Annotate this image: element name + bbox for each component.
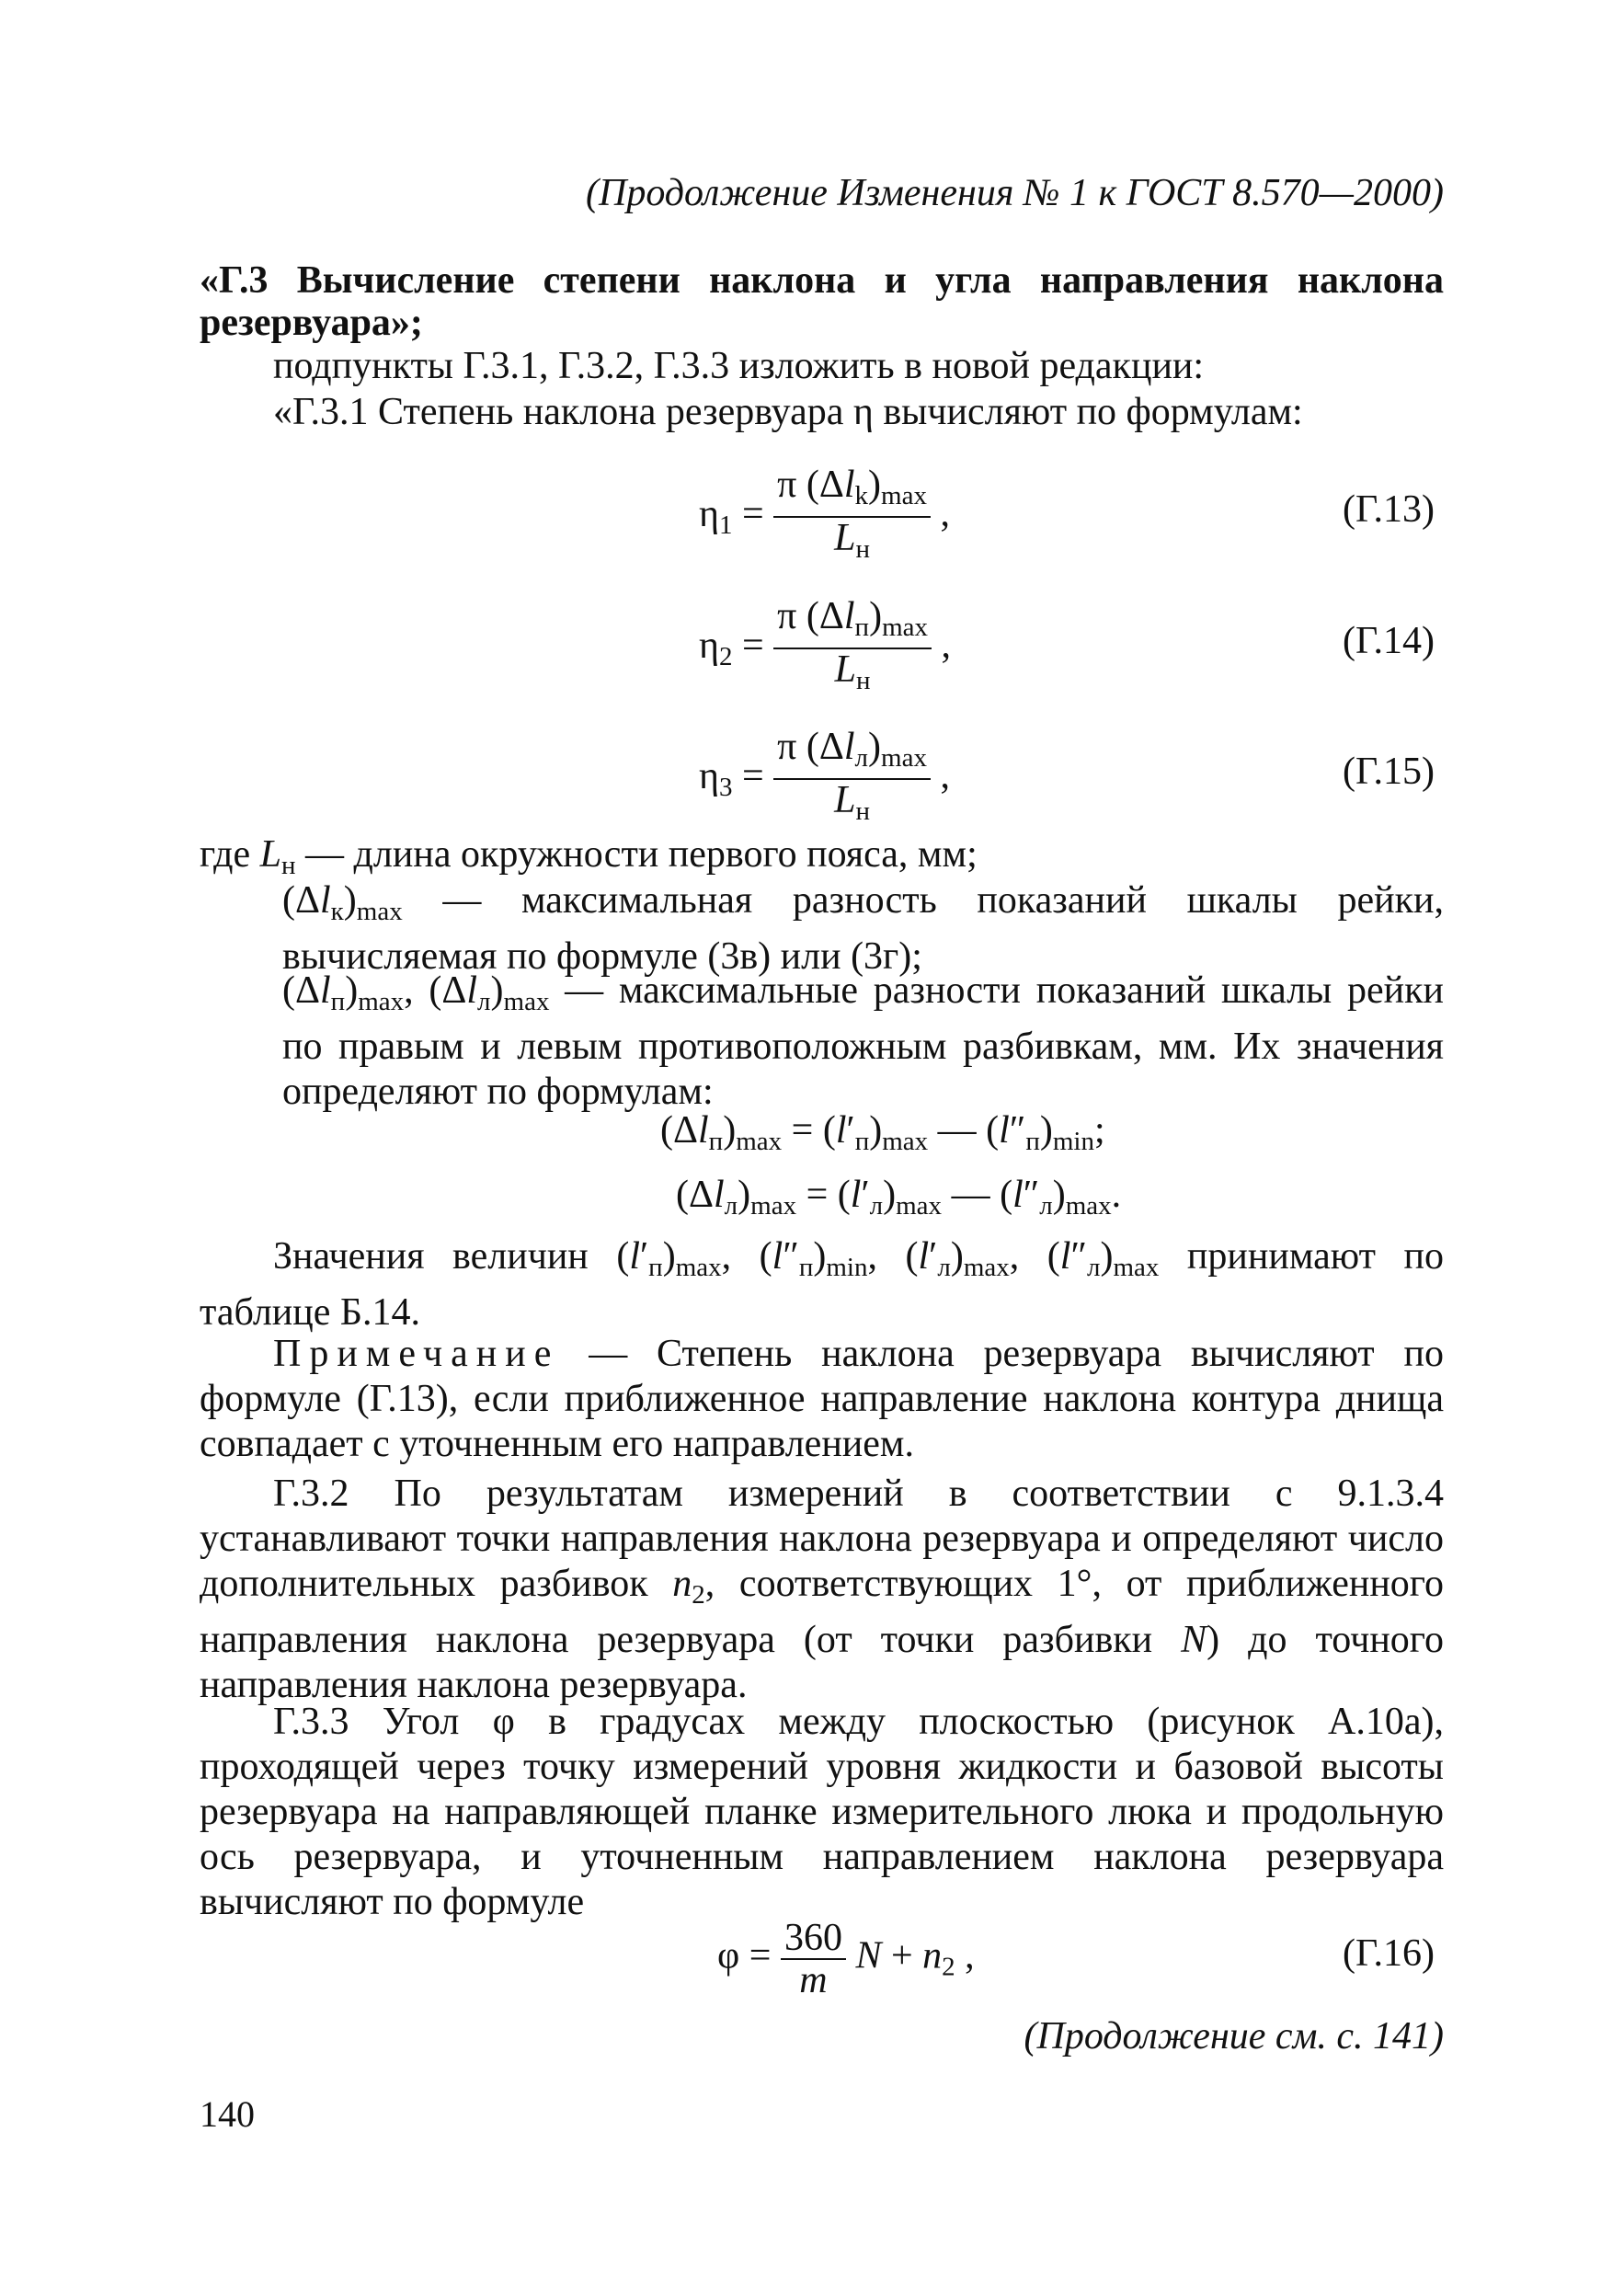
- formula-fraction: $\frac{\pi (\Delta l_л)_{max}}{L_н}$: [773, 727, 931, 831]
- formula-g14: $\eta_2$ = $\frac{\pi (\Delta l_п)_{max}}{L_н}$ ,: [699, 596, 951, 701]
- paragraph-g32: Г.3.2 По результатам измерений в соответствии с 9.1.3.4 устанавливают точки направления наклона резервуара и определяют число дополнительных разбивок $n_2$, соответствующих 1°, от приближенного направления наклона резервуара (от точки разбивки N) до точного направления наклона резервуара.: [200, 1473, 1444, 1706]
- section-heading: «Г.3 Вычисление степени наклона и угла направления наклона резервуара»;: [200, 259, 1444, 344]
- formula-fraction: $\frac{360}{m}$: [781, 1918, 846, 2000]
- note-paragraph: Примечание — Степень наклона резервуара вычисляют по формуле (Г.13), если приближенное направление наклона контура днища совпадает с уточненным его направлением.: [200, 1333, 1444, 1465]
- intro-line-1: подпункты Г.3.1, Г.3.2, Г.3.3 изложить в новой редакции:: [273, 345, 1205, 387]
- continuation-note: (Продолжение см. с. 141): [1024, 2015, 1444, 2057]
- formula-lhs: $\eta_1$ =: [699, 492, 764, 540]
- formula-g13: $\eta_1$ = $\frac{\pi (\Delta l_k)_{max}}{L_н}$ ,: [699, 464, 950, 569]
- page-number: 140: [200, 2093, 255, 2135]
- formula-g15: $\eta_3$ = $\frac{\pi (\Delta l_л)_{max}}{L_н}$ ,: [699, 727, 950, 831]
- note-label: Примечание: [273, 1333, 560, 1375]
- page-header: (Продолжение Изменения № 1 к ГОСТ 8.570—2000): [586, 172, 1444, 214]
- where-line-1: где $L_н$ — длина окружности первого пояса, мм;: [200, 833, 978, 880]
- where-line-3: $(\Delta l_п)_{max}$, $(\Delta l_л)_{max}$ — максимальные разности показаний шкалы рейки по правым и левым противоположным разбивкам, мм. Их значения определяют по формулам:: [282, 969, 1444, 1113]
- formula-lhs: $\eta_2$ =: [699, 624, 764, 671]
- diff-formula-2: $(\Delta l_л)_{max} = (l'_л)_{max}$ — $(l''_л)_{max}$.: [676, 1174, 1122, 1221]
- formula-fraction: $\frac{\pi (\Delta l_п)_{max}}{L_н}$: [773, 596, 932, 701]
- formula-number-g13: (Г.13): [1343, 488, 1435, 531]
- paragraph-g33: Г.3.3 Угол φ в градусах между плоскостью (рисунок А.10а), проходящей через точку измерений уровня жидкости и базовой высоты резервуара на направляющей планке измерительного люка и продольную ось резервуара, и уточненным направлением наклона резервуара вычисляют по формуле: [200, 1701, 1444, 1923]
- formula-number-g14: (Г.14): [1343, 620, 1435, 662]
- intro-line-2: «Г.3.1 Степень наклона резервуара η вычисляют по формулам:: [273, 391, 1303, 433]
- formula-g16: φ = $\frac{360}{m}$ $N + n_2$ ,: [717, 1917, 975, 2001]
- formula-number-g16: (Г.16): [1343, 1932, 1435, 1975]
- formula-number-g15: (Г.15): [1343, 751, 1435, 793]
- formula-fraction: $\frac{\pi (\Delta l_k)_{max}}{L_н}$: [773, 464, 931, 569]
- formula-lhs: $\eta_3$ =: [699, 754, 764, 802]
- where-line-2: $(\Delta l_к)_{max}$ — максимальная разность показаний шкалы рейки, вычисляемая по формуле (3в) или (3г);: [282, 879, 1444, 978]
- diff-formula-1: $(\Delta l_п)_{max} = (l'_п)_{max}$ — $(l''_п)_{min}$;: [660, 1109, 1105, 1156]
- values-paragraph: Значения величин $(l'_п)_{max}$, $(l''_п)_{min}$, $(l'_л)_{max}$, $(l''_л)_{max}$ принимают по таблице Б.14.: [200, 1235, 1444, 1334]
